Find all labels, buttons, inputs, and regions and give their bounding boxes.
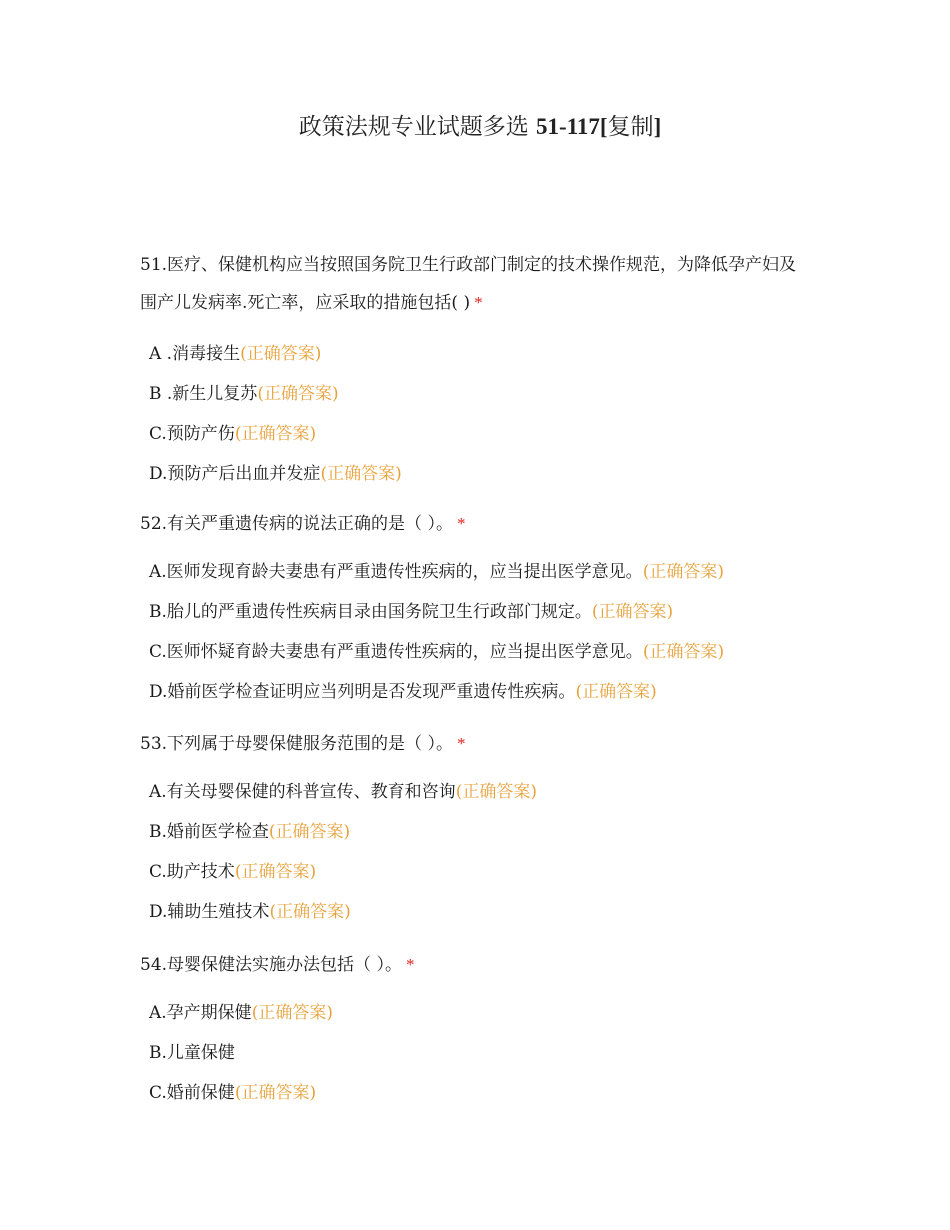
required-mark: * (405, 955, 415, 974)
option-text: A.孕产期保健 (149, 1003, 252, 1023)
option-text: B.儿童保健 (149, 1043, 235, 1063)
option-b[interactable] (149, 374, 810, 414)
option-text: C.医师怀疑育龄夫妻患有严重遗传性疾病的，应当提出医学意见。 (149, 642, 643, 662)
option-c[interactable] (149, 852, 810, 892)
correct-answer-tag: (正确答案) (642, 642, 725, 662)
question-54 (140, 946, 810, 1113)
correct-answer-tag: (正确答案) (240, 344, 322, 364)
question-53 (140, 725, 810, 932)
option-a[interactable] (149, 334, 810, 374)
option-text: C.助产技术 (149, 862, 235, 882)
correct-answer-tag: (正确答案) (268, 822, 351, 842)
option-list (140, 772, 810, 932)
correct-answer-tag: (正确答案) (642, 562, 724, 582)
correct-answer-tag: (正确答案) (234, 424, 317, 444)
option-text: B.胎儿的严重遗传性疾病目录由国务院卫生行政部门规定。 (149, 602, 592, 622)
question-53-text: 53.下列属于母婴保健服务范围的是（ ）。 (140, 734, 453, 754)
required-mark: * (456, 734, 466, 753)
required-mark: * (456, 514, 466, 533)
correct-answer-tag: (正确答案) (234, 862, 317, 882)
option-list (140, 993, 810, 1113)
correct-answer-tag: (正确答案) (269, 902, 351, 922)
question-52-text: 52.有关严重遗传病的说法正确的是（ ）。 (140, 514, 453, 534)
option-a[interactable] (149, 552, 810, 592)
option-list (140, 334, 810, 494)
title-range: 51-117[ (536, 114, 608, 139)
question-text (140, 946, 810, 984)
option-text: D.预防产后出血并发症 (149, 464, 321, 484)
title-prefix: 政策法规专业试题多选 (298, 114, 537, 140)
question-54-text: 54.母婴保健法实施办法包括（ ）。 (140, 955, 402, 975)
question-51-text: 51.医疗、保健机构应当按照国务院卫生行政部门制定的技术操作规范，为降低孕产妇及围产儿发病率.死亡率，应采取的措施包括( ) (140, 255, 797, 313)
option-text: A.医师发现育龄夫妻患有严重遗传性疾病的，应当提出医学意见。 (149, 562, 643, 582)
question-text (140, 505, 810, 543)
option-b[interactable] (149, 592, 810, 632)
correct-answer-tag: (正确答案) (234, 1083, 317, 1103)
option-list (140, 552, 810, 712)
correct-answer-tag: (正确答案) (257, 384, 339, 404)
question-52 (140, 505, 810, 712)
question-51 (140, 246, 810, 494)
correct-answer-tag: (正确答案) (320, 464, 402, 484)
option-a[interactable] (149, 993, 810, 1033)
correct-answer-tag: (正确答案) (575, 682, 657, 702)
correct-answer-tag: (正确答案) (455, 782, 537, 802)
option-text: C.婚前保健 (149, 1083, 235, 1103)
title-suffix: 复制 (607, 114, 654, 140)
option-text: B.婚前医学检查 (149, 822, 269, 842)
option-c[interactable] (149, 632, 810, 672)
option-b[interactable] (149, 812, 810, 852)
option-text: B .新生儿复苏 (149, 384, 258, 404)
option-d[interactable] (149, 672, 810, 712)
option-b[interactable] (149, 1033, 810, 1073)
question-text (140, 725, 810, 763)
option-d[interactable] (149, 454, 810, 494)
document-title (0, 111, 950, 143)
question-text (140, 246, 810, 322)
option-a[interactable] (149, 772, 810, 812)
option-text: A.有关母婴保健的科普宣传、教育和咨询 (149, 782, 456, 802)
title-close: ] (653, 114, 662, 139)
option-c[interactable] (149, 1073, 810, 1113)
required-mark: * (474, 293, 483, 312)
option-c[interactable] (149, 414, 810, 454)
option-text: C.预防产伤 (149, 424, 235, 444)
option-text: D.婚前医学检查证明应当列明是否发现严重遗传性疾病。 (149, 682, 576, 702)
option-text: D.辅助生殖技术 (149, 902, 270, 922)
option-d[interactable] (149, 892, 810, 932)
option-text: A .消毒接生 (149, 344, 241, 364)
correct-answer-tag: (正确答案) (251, 1003, 333, 1023)
correct-answer-tag: (正确答案) (591, 602, 674, 622)
